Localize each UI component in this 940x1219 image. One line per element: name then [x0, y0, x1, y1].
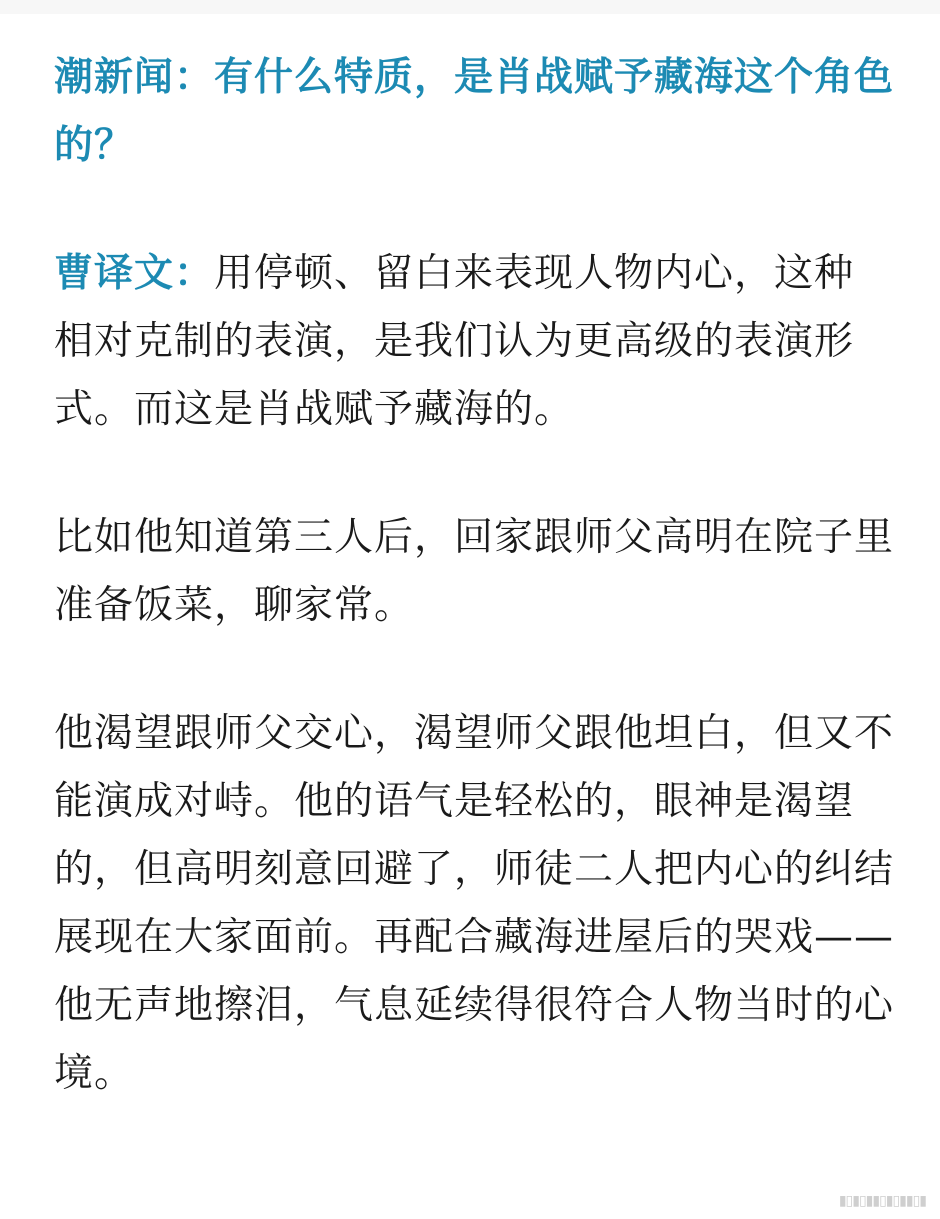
article-body	[54, 44, 894, 1168]
answer-text: 用停顿、留白来表现人物内心，这种相对克制的表演，是我们认为更高级的表演形式。而这是肖战赋予藏海的。	[54, 251, 855, 432]
paragraph-2: 他渴望跟师父交心，渴望师父跟他坦白，但又不能演成对峙。他的语气是轻松的，眼神是渴望的，但高明刻意回避了，师徒二人把内心的纠结展现在大家面前。再配合藏海进屋后的哭戏——他无声地擦泪，气息延续得很符合人物当时的心境。	[54, 711, 895, 1096]
top-divider	[0, 0, 940, 14]
paragraph-1: 比如他知道第三人后，回家跟师父高明在院子里准备饭菜，聊家常。	[54, 515, 895, 628]
answer-speaker: 曹译文：	[54, 251, 215, 296]
interview-question: 潮新闻：有什么特质，是肖战赋予藏海这个角色的？	[54, 55, 895, 168]
interview-answer	[54, 240, 894, 444]
watermark-logo: ▮▯▮▯▮▮▯▮▯▮▮▯▮	[838, 1193, 926, 1209]
